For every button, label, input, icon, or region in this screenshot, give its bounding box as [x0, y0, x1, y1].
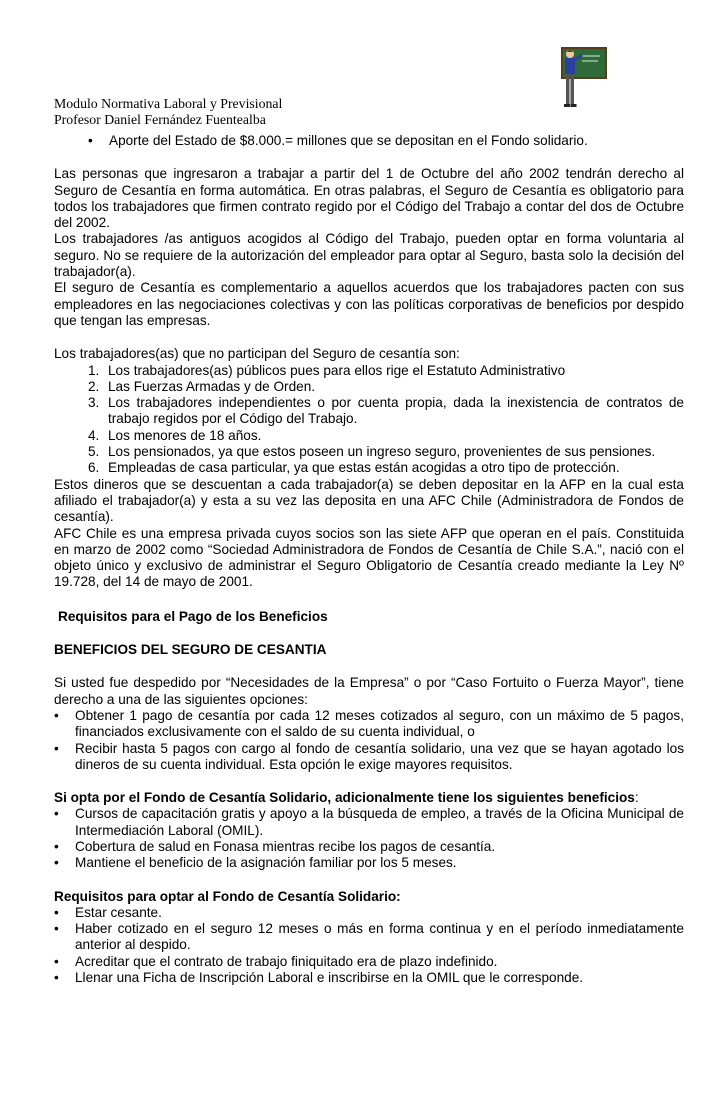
bullet-list [54, 905, 684, 986]
list-item: • Mantiene el beneficio de la asignación familiar por los 5 meses. [54, 855, 457, 871]
paragraph: Estos dineros que se descuentan a cada trabajador(a) se deben depositar en la AFP en la cual esta afiliado el trabajador(a) y esta a su vez las deposita en una AFC Chile (Administradora de Fondos de cesantía). [54, 476, 684, 525]
paragraph: Las personas que ingresaron a trabajar a partir del 1 de Octubre del año 2002 tendrán derecho al Seguro de Cesantía en forma automática. En otras palabras, el Seguro de Cesantía es obligatorio para todos los trabajadores que firmen contrato regido por el Código del Trabajo a contar del dos de Octubre del 2002. [54, 166, 684, 231]
bullet-icon: • [54, 953, 59, 969]
list-item: 2. Las Fuerzas Armadas y de Orden. [88, 378, 316, 394]
list-item: • Cobertura de salud en Fonasa mientras recibe los pagos de cesantía. [54, 838, 496, 854]
list-item: • Estar cesante. [54, 904, 162, 920]
numbered-list [54, 363, 684, 477]
list-item: 4. Los menores de 18 años. [88, 427, 262, 443]
paragraph: AFC Chile es una empresa privada cuyos socios son las siete AFP que operan en el país. Constituida en marzo de 2002 como “Sociedad Administradora de Fondos de Cesantía de Chile S.A.”, nació con el objeto único y exclusivo de administrar el Seguro Obligatorio de Cesantía creado mediante la Ley Nº 19.728, del 14 de mayo de 2001. [54, 525, 684, 590]
teacher-at-chalkboard-icon [552, 44, 608, 114]
list-item: 3. Los trabajadores independientes o por cuenta propia, dada la inexistencia de contratos de trabajo regidos por el Código del Trabajo. [88, 395, 684, 427]
bullet-icon: • [54, 838, 59, 854]
paragraph: El seguro de Cesantía es complementario a aquellos acuerdos que los trabajadores pacten con sus empleadores en las negociaciones colectivas y con las políticas corporativas de beneficios por despido que tengan las empresas. [54, 280, 684, 328]
header-course: Modulo Normativa Laboral y Previsional [54, 96, 283, 111]
bullet-icon: • [54, 806, 59, 822]
bullet-icon: • [54, 921, 59, 937]
list-item: 5. Los pensionados, ya que estos poseen un ingreso seguro, provenientes de sus pensiones. [88, 444, 656, 460]
list-item: 1. Los trabajadores(as) públicos pues para ellos rige el Estatuto Administrativo [88, 362, 566, 378]
bullet-list [54, 806, 684, 871]
bullet-icon: • [54, 707, 59, 723]
section-title: Requisitos para optar al Fondo de Cesantía Solidario: [54, 888, 401, 904]
list-item: • Recibir hasta 5 pagos con cargo al fondo de cesantía solidario, una vez que se hayan agotado los dineros de su cuenta individual. Esta opción le exige mayores requisitos. [54, 740, 684, 772]
section-title: Los trabajadores(as) que no participan del Seguro de cesantía son: [54, 346, 460, 362]
section-title: Requisitos para el Pago de los Beneficios [58, 608, 328, 624]
bullet-icon: • [88, 133, 93, 148]
bullet-icon: • [54, 904, 59, 920]
bullet-icon: • [54, 740, 59, 756]
list-item: • Obtener 1 pago de cesantía por cada 12 meses cotizados al seguro, con un máximo de 5 pagos, financiados exclusivamente con el saldo de su cuenta individual, o [54, 707, 684, 740]
list-item: • Llenar una Ficha de Inscripción Laboral e inscribirse en la OMIL que le corresponde. [54, 970, 584, 986]
list-item: 6. Empleadas de casa particular, ya que estas están acogidas a otro tipo de protección. [88, 460, 620, 476]
list-item: • Haber cotizado en el seguro 12 meses o más en forma continua y en el período inmediatamente anterior al despido. [54, 921, 684, 953]
bullet-icon: • [54, 855, 59, 871]
bullet-list [54, 708, 684, 773]
section-title: BENEFICIOS DEL SEGURO DE CESANTIA [54, 642, 327, 658]
section-title: Si opta por el Fondo de Cesantía Solidario, adicionalmente tiene los siguientes beneficios: [54, 790, 639, 806]
document-body [54, 133, 684, 986]
header-professor: Profesor Daniel Fernández Fuentealba [54, 112, 266, 127]
document-header [54, 96, 282, 128]
list-item: • Aporte del Estado de $8.000.= millones que se depositan en el Fondo solidario. [88, 133, 588, 148]
list-item: • Cursos de capacitación gratis y apoyo a la búsqueda de empleo, a través de la Oficina Municipal de Intermediación Laboral (OMIL). [54, 806, 684, 838]
bullet-icon: • [54, 970, 59, 986]
list-item: • Acreditar que el contrato de trabajo finiquitado era de plazo indefinido. [54, 953, 498, 969]
paragraph: Los trabajadores /as antiguos acogidos al Código del Trabajo, pueden optar en forma voluntaria al seguro. No se requiere de la autorización del empleador para optar al Seguro, basta solo la decisión del trabajador(a). [54, 231, 684, 280]
paragraph: Si usted fue despedido por “Necesidades de la Empresa” o por “Caso Fortuito o Fuerza Mayor”, tiene derecho a una de las siguientes opciones: [54, 675, 684, 707]
